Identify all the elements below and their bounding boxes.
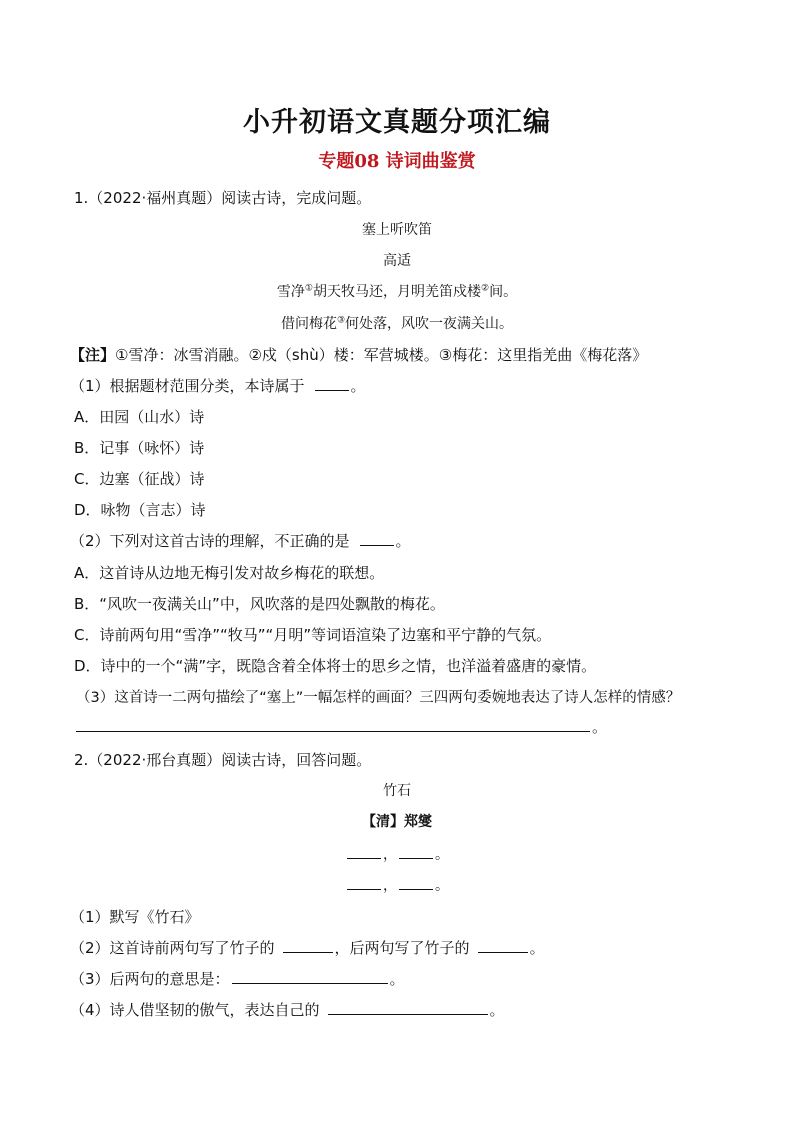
poem-punct: 。 (435, 847, 449, 863)
q1-sub1 (70, 375, 366, 396)
answer-blank[interactable] (76, 717, 590, 732)
q1-poem-line-1 (0, 281, 794, 301)
question-text: ，后两句写了竹子的 (334, 939, 470, 957)
note-label: 【注】 (70, 346, 116, 364)
q2-poem-line-2 (0, 875, 794, 895)
poem-text: 雪净 (276, 284, 305, 300)
question-text-end: 。 (350, 377, 366, 395)
q1-sub1-option-d: D．咏物（言志）诗 (74, 501, 206, 519)
poem-blank[interactable] (399, 844, 433, 859)
answer-blank[interactable] (360, 531, 394, 546)
question-text-end: 。 (489, 1001, 505, 1019)
note-mark: ③ (336, 315, 346, 326)
q1-sub1-option-c: C．边塞（征战）诗 (74, 470, 205, 488)
poem-punct: ， (383, 847, 397, 863)
poem-punct: 。 (435, 878, 449, 894)
question-text-end: 。 (389, 970, 405, 988)
answer-blank[interactable] (232, 969, 388, 984)
poem-text: 胡天牧马还，月明羌笛戍楼 (313, 284, 481, 300)
answer-blank[interactable] (315, 376, 349, 391)
poem-blank[interactable] (347, 875, 381, 890)
poem-blank[interactable] (347, 844, 381, 859)
question-text: （2）这首诗前两句写了竹子的 (70, 939, 275, 957)
q2-sub1: （1）默写《竹石》 (70, 908, 200, 926)
q1-stem: 1.（2022·福州真题）阅读古诗，完成问题。 (74, 189, 372, 207)
poem-blank[interactable] (399, 875, 433, 890)
question-text-end: 。 (395, 532, 411, 550)
note-mark: ① (304, 283, 313, 294)
q1-note (70, 344, 647, 365)
page-title: 小升初语文真题分项汇编 (243, 107, 551, 138)
question-text: （1）根据题材范围分类，本诗属于 (70, 377, 305, 395)
q1-poem-author: 高适 (383, 253, 411, 269)
q2-stem: 2.（2022·邢台真题）阅读古诗，回答问题。 (74, 751, 372, 769)
question-text: （4）诗人借坚韧的傲气，表达自己的 (70, 1001, 320, 1019)
note-mark: ② (481, 283, 490, 294)
q1-poem-line-2 (0, 313, 794, 333)
q1-poem-title: 塞上听吹笛 (362, 222, 432, 238)
q1-sub3-answer (74, 716, 607, 737)
q1-sub2-option-d: D．诗中的一个“满”字，既隐含着全体将士的思乡之情，也洋溢着盛唐的豪情。 (74, 657, 597, 675)
q2-sub3 (70, 968, 405, 989)
question-text: （2）下列对这首古诗的理解，不正确的是 (70, 532, 350, 550)
poem-text: 何处落，风吹一夜满关山。 (345, 316, 514, 332)
q1-sub3: （3）这首诗一二两句描绘了“塞上”一幅怎样的画面？三四两句委婉地表达了诗人怎样的情感？ (76, 690, 681, 706)
question-text-end: 。 (592, 718, 608, 736)
question-text-end: 。 (529, 939, 545, 957)
q1-sub1-option-a: A．田园（山水）诗 (74, 408, 205, 426)
q2-poem-title: 竹石 (383, 783, 411, 799)
q1-sub2-option-a: A．这首诗从边地无梅引发对故乡梅花的联想。 (74, 564, 385, 582)
q1-sub1-option-b: B．记事（咏怀）诗 (74, 439, 205, 457)
q1-sub2 (70, 530, 411, 551)
question-text: （3）后两句的意思是： (70, 970, 230, 988)
q2-sub2 (70, 937, 545, 958)
q1-sub2-option-b: B．“风吹一夜满关山”中，风吹落的是四处飘散的梅花。 (74, 595, 445, 613)
q2-poem-line-1 (0, 844, 794, 864)
poem-text: 间。 (489, 284, 518, 300)
answer-blank[interactable] (283, 938, 333, 953)
q2-poem-author: 【清】郑燮 (362, 814, 432, 830)
poem-text: 借问梅花 (280, 316, 337, 332)
poem-punct: ， (383, 878, 397, 894)
answer-blank[interactable] (478, 938, 528, 953)
q1-sub2-option-c: C．诗前两句用“雪净”“牧马”“月明”等词语渲染了边塞和平宁静的气氛。 (74, 626, 552, 644)
answer-blank[interactable] (328, 1000, 488, 1015)
note-text: ①雪净：冰雪消融。②戍（shù）楼：军营城楼。③梅花：这里指羌曲《梅花落》 (115, 346, 648, 364)
q2-sub4 (70, 999, 505, 1020)
page-subtitle: 专题08 诗词曲鉴赏 (318, 151, 476, 172)
